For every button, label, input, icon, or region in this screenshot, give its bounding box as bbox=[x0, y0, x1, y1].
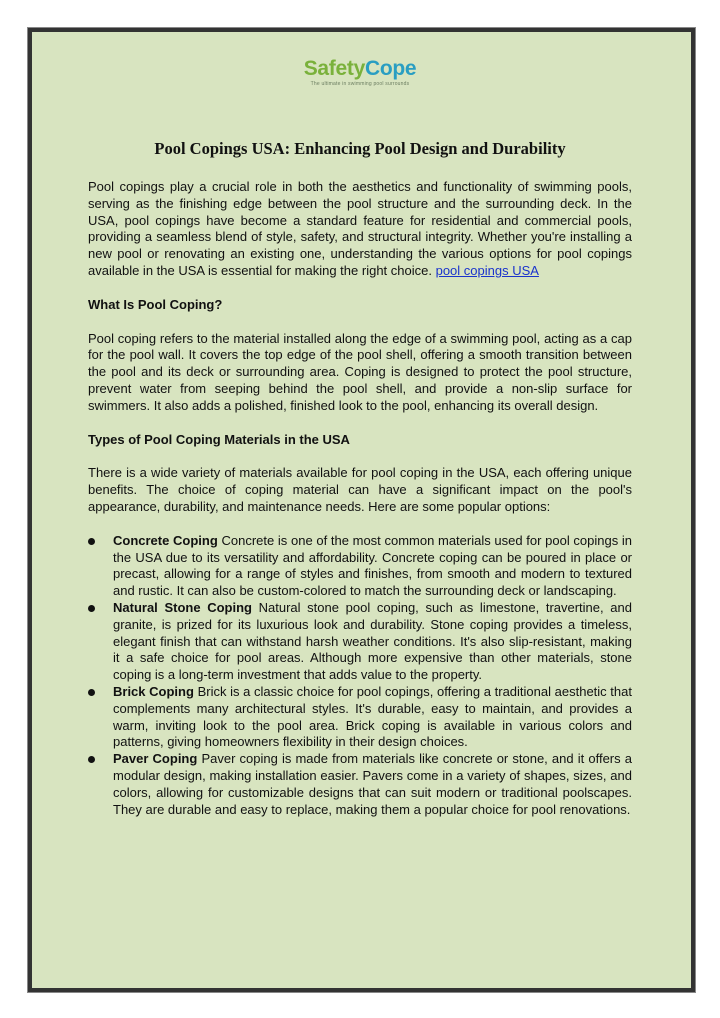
list-item-text: Natural stone pool coping, such as limestone, travertine, and granite, is prized for its luxurious look and durability. Stone coping provides a timeless, elegant finish that can withstand harsh weather conditions. It's also slip-resistant, making it a safe choice for pool areas. Although more expensive than other materials, stone coping is a long-term investment that adds value to the property. bbox=[113, 599, 632, 683]
logo-tagline: The ultimate in swimming pool surrounds bbox=[310, 81, 410, 87]
logo-text-safety: Safety bbox=[303, 57, 365, 80]
list-item-text: Paver coping is made from materials like concrete or stone, and it offers a modular design, making installation easier. Pavers come in a variety of shapes, sizes, and colors, allowing for customizable designs that can suit modern or traditional poolscapes. They are durable and easy to replace, making them a popular choice for pool renovations. bbox=[113, 751, 632, 817]
bullet-icon bbox=[88, 756, 95, 763]
section-heading-what-is: What Is Pool Coping? bbox=[88, 296, 223, 312]
article-body bbox=[88, 179, 632, 818]
section-body-what-is: Pool coping refers to the material installed along the edge of a swimming pool, acting as a cap for the pool wall. It covers the top edge of the pool shell, offering a smooth transition between the pool and its deck or surrounding area. Coping is designed to protect the pool structure, prevent water from seeping behind the pool shell, and provide a non-slip surface for swimmers. It also adds a polished, finished look to the pool, enhancing its overall design. bbox=[88, 330, 632, 413]
intro-paragraph bbox=[88, 179, 632, 280]
safetycope-logo bbox=[0, 58, 720, 87]
list-item-title: Natural Stone Coping bbox=[113, 599, 252, 615]
list-item-text: Concrete is one of the most common materials used for pool copings in the USA due to its versatility and affordability. Concrete coping can be poured in place or precast, allowing for a range of styles and finishes, from smooth and modern to textured and rustic. It can also be custom-colored to match the surrounding deck or landscaping. bbox=[113, 532, 632, 599]
section-heading-types: Types of Pool Coping Materials in the USA bbox=[88, 431, 350, 447]
bullet-icon bbox=[88, 605, 95, 612]
logo-text-cope: Cope bbox=[364, 57, 417, 80]
list-item-title: Paver Coping bbox=[113, 751, 198, 767]
list-item-title: Concrete Coping bbox=[113, 532, 218, 548]
section-body-types: There is a wide variety of materials available for pool coping in the USA, each offering unique benefits. The choice of coping material can have a significant impact on the pool's appearance, durability, and maintenance needs. Here are some popular options: bbox=[88, 465, 632, 514]
list-item bbox=[88, 533, 632, 600]
list-item-text: Brick is a classic choice for pool copings, offering a traditional aesthetic that complements many architectural styles. It's durable, easy to maintain, and provides a warm, inviting look to the pool area. Brick coping is available in various colors and patterns, giving homeowners flexibility in their design choices. bbox=[113, 683, 632, 750]
pool-copings-usa-link[interactable]: pool copings USA bbox=[435, 262, 539, 278]
list-item bbox=[88, 600, 632, 684]
bullet-icon bbox=[88, 538, 95, 545]
intro-text: Pool copings play a crucial role in both the aesthetics and functionality of swimming pools, serving as the finishing edge between the pool structure and the surrounding deck. In the USA, pool copings have become a standard feature for residential and commercial pools, providing a seamless blend of style, safety, and structural integrity. Whether you're installing a new pool or renovating an existing one, understanding the various options for pool copings available in the USA is essential for making the right choice. bbox=[88, 179, 632, 278]
bullet-icon bbox=[88, 689, 95, 696]
list-item-title: Brick Coping bbox=[113, 683, 194, 699]
page-title: Pool Copings USA: Enhancing Pool Design and Durability bbox=[154, 139, 566, 158]
list-item bbox=[88, 684, 632, 751]
list-item bbox=[88, 751, 632, 818]
coping-materials-list bbox=[88, 533, 632, 819]
